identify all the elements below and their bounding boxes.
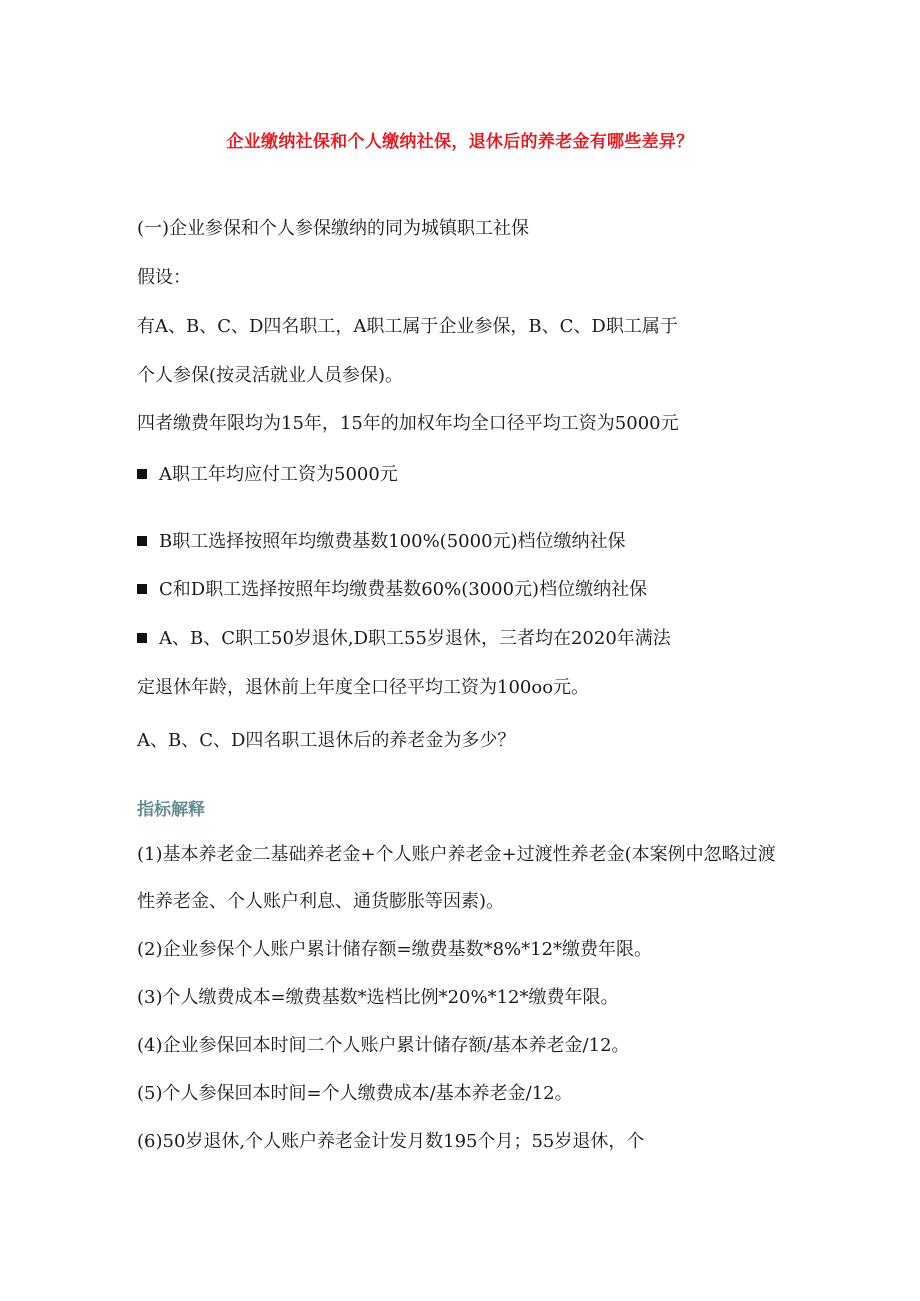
bullet-text: C和D职工选择按照年均缴费基数60%(3000元)档位缴纳社保 xyxy=(159,579,648,600)
section-heading-1: (一)企业参保和个人参保缴纳的同为城镇职工社保 xyxy=(137,218,530,239)
definition-line: 性养老金、个人账户利息、通货膨胀等因素)。 xyxy=(137,891,505,912)
bullet-continuation: 定退休年龄，退休前上年度全口径平均工资为100oo元。 xyxy=(137,677,590,698)
definition-line: (1)基本养老金二基础养老金+个人账户养老金+过渡性养老金(本案例中忽略过渡 xyxy=(137,844,776,865)
bullet-item xyxy=(137,463,398,487)
definition-line: (3)个人缴费成本=缴费基数*选档比例*20%*12*缴费年限。 xyxy=(137,987,619,1008)
document-title: 企业缴纳社保和个人缴纳社保，退休后的养老金有哪些差异？ xyxy=(226,132,694,152)
definition-line: (2)企业参保个人账户累计储存额=缴费基数*8%*12*缴费年限。 xyxy=(137,939,653,960)
bullet-item xyxy=(137,627,671,651)
definition-line: (6)50岁退休,个人账户养老金计发月数195个月；55岁退休，个 xyxy=(137,1131,645,1152)
square-bullet-icon xyxy=(137,633,147,643)
paragraph-2: 四者缴费年限均为15年，15年的加权年均全口径平均工资为5000元 xyxy=(137,413,679,434)
assumption-label: 假设： xyxy=(137,267,191,288)
square-bullet-icon xyxy=(137,584,147,594)
definition-line: (5)个人参保回本时间=个人缴费成本/基本养老金/12。 xyxy=(137,1083,573,1104)
question-text: A、B、C、D四名职工退休后的养老金为多少？ xyxy=(137,730,516,751)
section-heading-2: 指标解释 xyxy=(137,800,205,820)
square-bullet-icon xyxy=(137,469,147,479)
bullet-item xyxy=(137,578,647,602)
bullet-item xyxy=(137,530,626,554)
square-bullet-icon xyxy=(137,536,147,546)
bullet-text: A职工年均应付工资为5000元 xyxy=(159,464,398,485)
bullet-text: A、B、C职工50岁退休,D职工55岁退休，三者均在2020年满法 xyxy=(159,628,671,649)
bullet-text: B职工选择按照年均缴费基数100%(5000元)档位缴纳社保 xyxy=(159,531,626,552)
paragraph-1-line-2: 个人参保(按灵活就业人员参保)。 xyxy=(137,365,404,386)
definition-line: (4)企业参保回本时间二个人账户累计储存额/基本养老金/12。 xyxy=(137,1035,630,1056)
paragraph-1-line-1: 有A、B、C、D四名职工，A职工属于企业参保，B、C、D职工属于 xyxy=(137,316,678,337)
